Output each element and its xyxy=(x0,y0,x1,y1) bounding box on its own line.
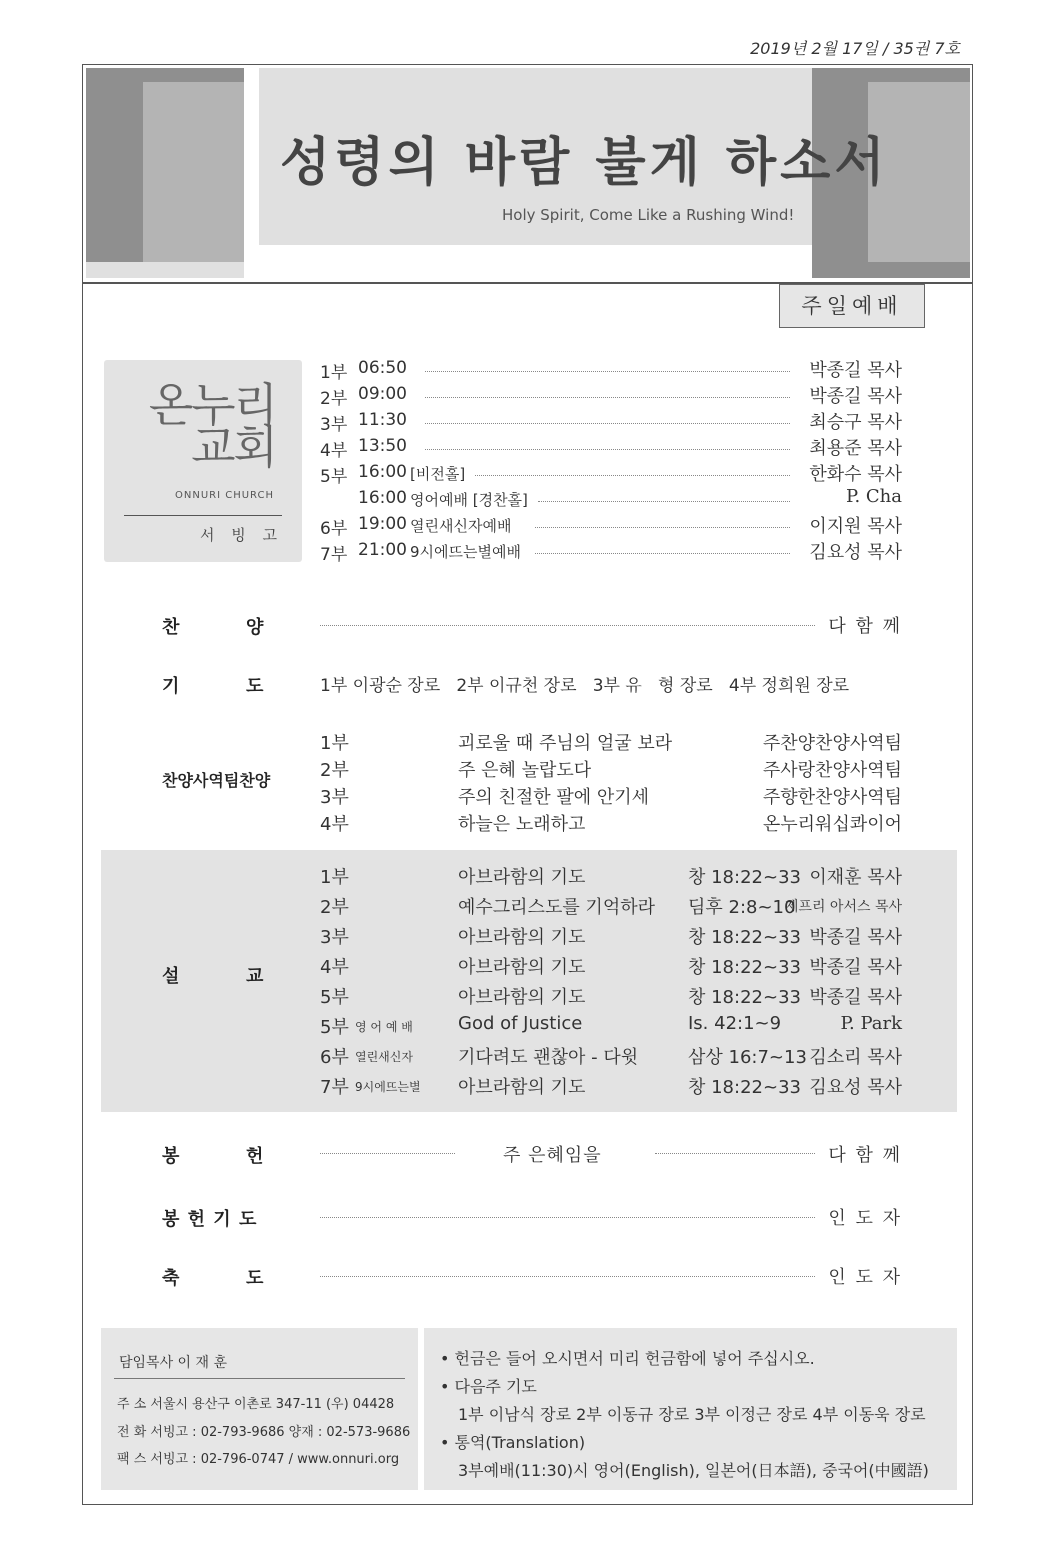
service-time: 16:00 xyxy=(358,488,407,508)
leader-dots xyxy=(320,1276,815,1277)
service-part: 5부 xyxy=(320,467,348,487)
praise-label-a: 찬 xyxy=(162,617,180,638)
benediction-label-a: 축 xyxy=(162,1268,180,1289)
service-note: [비전홀] xyxy=(410,465,466,483)
issue-date: 2019년 2월 17일 / 35권 7호 xyxy=(750,39,960,58)
sermon-ref: 창 18:22~33 xyxy=(688,927,801,948)
service-part: 4부 xyxy=(320,441,348,461)
sermon-pastor: 이재훈 목사 xyxy=(809,867,902,888)
header-deco-left-inner xyxy=(143,82,244,262)
sermon-title: 아브라함의 기도 xyxy=(458,987,586,1008)
sermon-title: God of Justice xyxy=(458,1013,583,1034)
church-phone: 전 화 서빙고 : 02-793-9686 양재 : 02-573-9686 xyxy=(117,1425,411,1440)
prayer-label-b: 도 xyxy=(246,676,264,697)
sermon-pastor: 김요성 목사 xyxy=(809,1077,902,1098)
sermon-part: 5부 xyxy=(320,1017,349,1038)
leader-dots xyxy=(425,397,790,398)
sermon-ref: Is. 42:1~9 xyxy=(688,1013,782,1034)
choir-team: 주사랑찬양사역팀 xyxy=(762,760,902,781)
choir-part: 4부 xyxy=(320,814,349,835)
offering-label-b: 헌 xyxy=(246,1146,264,1167)
sermon-part: 1부 xyxy=(320,867,349,888)
choir-song: 주의 친절한 팔에 안기세 xyxy=(458,787,650,808)
notice-offering: • 헌금은 들어 오시면서 미리 헌금함에 넣어 주십시오. xyxy=(440,1349,815,1368)
service-note: 열린새신자예배 xyxy=(410,517,512,535)
service-pastor: 이지원 목사 xyxy=(809,516,902,537)
sermon-pastor: 김소리 목사 xyxy=(809,1047,902,1068)
sermon-title: 예수그리스도를 기억하라 xyxy=(458,897,655,918)
header-title-english: Holy Spirit, Come Like a Rushing Wind! xyxy=(502,206,795,224)
sermon-part: 3부 xyxy=(320,927,349,948)
sermon-part: 7부 xyxy=(320,1077,349,1098)
praise-value: 다 함 께 xyxy=(828,616,902,637)
benediction-value: 인 도 자 xyxy=(828,1267,902,1288)
header-deco-left-base xyxy=(86,262,244,278)
offering-prayer-value: 인 도 자 xyxy=(828,1208,902,1229)
service-pastor: 최용준 목사 xyxy=(809,438,902,459)
notice-next-prayer: • 다음주 기도 xyxy=(440,1377,537,1396)
offering-hymn: 주 은혜임을 xyxy=(503,1145,602,1166)
sermon-ref: 창 18:22~33 xyxy=(688,867,801,888)
choir-team: 주향한찬양사역팀 xyxy=(762,787,902,808)
senior-pastor: 담임목사 이 재 훈 xyxy=(119,1355,228,1371)
notice-next-prayer-list: 1부 이남식 장로 2부 이동규 장로 3부 이정근 장로 4부 이동욱 장로 xyxy=(458,1405,926,1424)
sermon-title: 기다려도 괜찮아 - 다윗 xyxy=(458,1047,639,1068)
sermon-ref: 창 18:22~33 xyxy=(688,1077,801,1098)
sermon-part: 4부 xyxy=(320,957,349,978)
choir-part: 3부 xyxy=(320,787,349,808)
notice-translation-detail: 3부예배(11:30)시 영어(English), 일본어(日本語), 중국어(中國語) xyxy=(458,1461,929,1480)
church-logo-korean xyxy=(128,378,276,474)
sermon-pastor: 제프리 아서스 목사 xyxy=(784,899,902,915)
service-pastor: 김요성 목사 xyxy=(809,542,902,563)
sermon-title: 아브라함의 기도 xyxy=(458,927,586,948)
service-time: 11:30 xyxy=(358,410,407,430)
service-part: 1부 xyxy=(320,363,348,383)
service-time: 19:00 xyxy=(358,514,407,534)
sermon-ref: 딤후 2:8~10 xyxy=(688,897,796,918)
choir-song: 하늘은 노래하고 xyxy=(458,814,586,835)
sermon-ref: 창 18:22~33 xyxy=(688,987,801,1008)
sermon-sub: 9시에뜨는별 xyxy=(355,1080,421,1094)
praise-label-b: 양 xyxy=(246,617,264,638)
service-pastor: 박종길 목사 xyxy=(809,386,902,407)
service-time: 06:50 xyxy=(358,358,407,378)
offering-prayer-label: 봉 헌 기 도 xyxy=(162,1209,258,1230)
sermon-pastor: 박종길 목사 xyxy=(809,957,902,978)
sermon-pastor: P. Park xyxy=(840,1013,902,1034)
choir-song: 괴로울 때 주님의 얼굴 보라 xyxy=(458,733,673,754)
service-part: 7부 xyxy=(320,545,348,565)
offering-value: 다 함 께 xyxy=(828,1145,902,1166)
leader-dots xyxy=(535,527,790,528)
sermon-sub: 영 어 예 배 xyxy=(355,1020,413,1034)
leader-dots xyxy=(425,423,790,424)
service-note: 9시에뜨는별예배 xyxy=(410,543,521,561)
leader-dots xyxy=(320,625,815,626)
choir-part: 2부 xyxy=(320,760,349,781)
service-time: 13:50 xyxy=(358,436,407,456)
logo-divider xyxy=(124,515,282,516)
logo-line-2: 교회 xyxy=(191,420,276,474)
church-logo-english: ONNURI CHURCH xyxy=(174,490,274,501)
sermon-ref: 삼상 16:7~13 xyxy=(688,1047,807,1068)
benediction-label-b: 도 xyxy=(246,1268,264,1289)
prayer-value: 1부 이광순 장로 2부 이규천 장로 3부 유 형 장로 4부 정희원 장로 xyxy=(320,676,850,696)
offering-label-a: 봉 xyxy=(162,1146,180,1167)
choir-song: 주 은혜 놀랍도다 xyxy=(458,760,592,781)
service-pastor: 최승구 목사 xyxy=(809,412,902,433)
service-time: 16:00 xyxy=(358,462,407,482)
service-note: 영어예배 [경찬홀] xyxy=(410,491,528,509)
service-time: 09:00 xyxy=(358,384,407,404)
service-part: 6부 xyxy=(320,519,348,539)
notice-translation: • 통역(Translation) xyxy=(440,1433,586,1452)
prayer-label-a: 기 xyxy=(162,676,180,697)
sermon-pastor: 박종길 목사 xyxy=(809,987,902,1008)
service-time: 21:00 xyxy=(358,540,407,560)
leader-dots xyxy=(475,475,790,476)
leader-dots xyxy=(425,371,790,372)
sermon-title: 아브라함의 기도 xyxy=(458,957,586,978)
service-pastor: 박종길 목사 xyxy=(809,360,902,381)
logo-line-1: 온누리 xyxy=(148,378,276,432)
service-pastor: 한화수 목사 xyxy=(809,464,902,485)
service-pastor: P. Cha xyxy=(845,486,902,507)
leader-dots xyxy=(655,1153,815,1154)
sermon-part: 2부 xyxy=(320,897,349,918)
choir-team: 주찬양찬양사역팀 xyxy=(762,733,902,754)
section-badge: 주일예배 xyxy=(779,284,925,328)
leader-dots xyxy=(535,553,790,554)
choir-label: 찬양사역팀찬양 xyxy=(162,771,271,790)
service-part: 2부 xyxy=(320,389,348,409)
footer-divider xyxy=(114,1378,405,1379)
leader-dots xyxy=(320,1153,455,1154)
sermon-title: 아브라함의 기도 xyxy=(458,1077,586,1098)
sermon-title: 아브라함의 기도 xyxy=(458,867,586,888)
sermon-label-a: 설 xyxy=(162,966,180,987)
choir-part: 1부 xyxy=(320,733,349,754)
sermon-sub: 열린새신자 xyxy=(355,1050,413,1064)
leader-dots xyxy=(425,449,790,450)
church-fax-web: 팩 스 서빙고 : 02-796-0747 / www.onnuri.org xyxy=(117,1452,400,1467)
service-part: 3부 xyxy=(320,415,348,435)
sermon-pastor: 박종길 목사 xyxy=(809,927,902,948)
header-title-korean: 성령의 바람 불게 하소서 xyxy=(280,132,889,193)
campus-name: 서 빙 고 xyxy=(200,526,284,544)
sermon-part: 5부 xyxy=(320,987,349,1008)
leader-dots xyxy=(320,1217,815,1218)
sermon-label-b: 교 xyxy=(246,966,264,987)
sermon-part: 6부 xyxy=(320,1047,349,1068)
church-address: 주 소 서울시 용산구 이촌로 347-11 (우) 04428 xyxy=(117,1397,395,1412)
choir-team: 온누리워십콰이어 xyxy=(762,814,902,835)
sermon-ref: 창 18:22~33 xyxy=(688,957,801,978)
leader-dots xyxy=(538,501,790,502)
